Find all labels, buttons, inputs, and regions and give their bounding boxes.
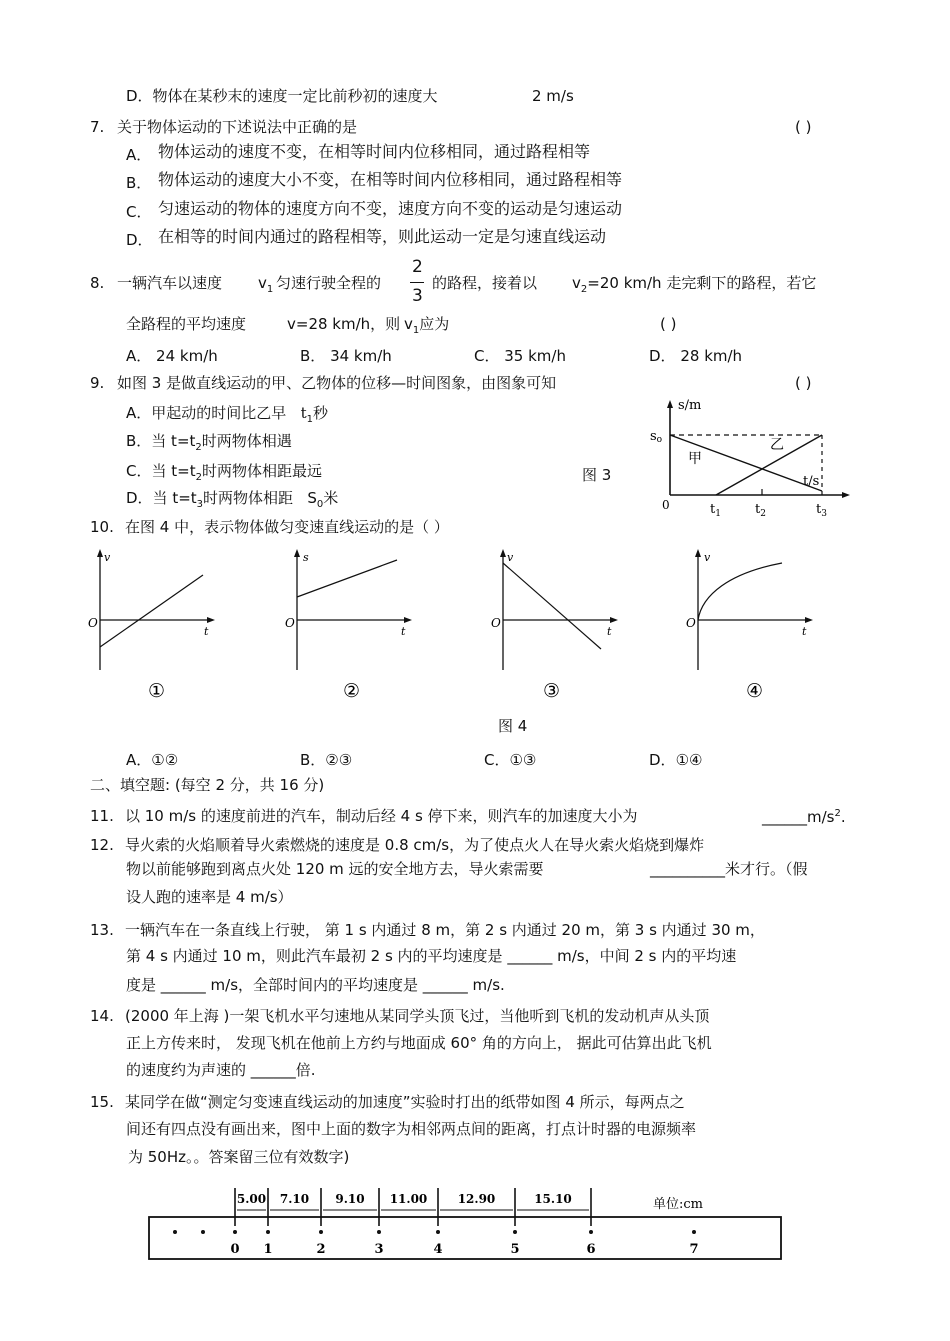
tape-point-4 [436, 1230, 440, 1234]
g3-line [503, 563, 601, 649]
q15-line-3: 为 50Hz。。答案留三位有效数字) [128, 1148, 350, 1166]
q9-option-a: A．甲起动的时间比乙早 $t_1$秒 [126, 404, 328, 425]
tape-points [230, 1230, 698, 1257]
tape-point-label-0: 0 [230, 1242, 240, 1257]
q6-option-d: D．物体在某秒末的速度一定比前秒初的速度大 [126, 87, 438, 105]
paper-tape [149, 1217, 781, 1259]
q7-answer-bracket: ( ) [795, 118, 812, 136]
q8-option-d: D． 28 km/h [649, 347, 743, 365]
q9-answer-bracket: ( ) [795, 374, 812, 392]
g3-label: ③ [543, 680, 561, 702]
q8-fraction-bar [410, 282, 424, 283]
q7-option-a: 物体运动的速度不变，在相等时间内位移相同，通过路程相等 [158, 142, 591, 161]
q8-answer-bracket: ( ) [660, 315, 677, 333]
fig3-origin: 0 [662, 498, 670, 512]
q8-v1: $v_1$ [258, 274, 274, 295]
tape-point-label-4: 4 [433, 1242, 443, 1257]
g2-y-label: s [303, 551, 309, 564]
tape-distance-label-4: 12.90 [457, 1192, 496, 1206]
g4-origin: O [686, 616, 696, 630]
tape-dot-extra-2 [201, 1230, 205, 1234]
q10-option-d: D．①④ [649, 751, 703, 769]
tape-point-7 [692, 1230, 696, 1234]
g3-origin: O [491, 616, 501, 630]
fig3-tick-t3: $t_3$ [816, 502, 827, 519]
tape-distance-label-0: 5.00 [236, 1192, 267, 1206]
q11-blank: $\_\_\_\_\_\_m/s^2$. [762, 808, 846, 826]
q14-line-2: 正上方传来时， 发现飞机在他前上方约与地面成 60° 角的方向上， 据此可估算出此飞机 [126, 1034, 712, 1052]
g1-y-arrow [97, 549, 103, 557]
q8-average-speed: v=28 km/h，则 [287, 315, 401, 333]
g1-y-label: v [104, 551, 111, 564]
q9-number: 9. [90, 374, 105, 392]
tape-point-label-5: 5 [510, 1242, 520, 1257]
q7-option-c: 匀速运动的物体的速度方向不变，速度方向不变的运动是匀速运动 [158, 199, 623, 218]
fig3-x-label: t/s [803, 474, 820, 489]
figure-4-graph-2 [283, 545, 423, 705]
q7-option-b-letter: B． [126, 174, 152, 192]
tape-point-label-1: 1 [263, 1242, 273, 1257]
q7-option-d-letter: D． [126, 231, 153, 249]
q13-line-1: 一辆汽车在一条直线上行驶， 第 1 s 内通过 8 m，第 2 s 内通过 20 m，第 3 s 内通过 30 m， [125, 921, 765, 939]
tape-distance-label-5: 15.10 [534, 1192, 572, 1206]
g2-line [297, 560, 397, 597]
figure-3-caption: 图 3 [582, 466, 612, 484]
figure-4-graph-3 [489, 545, 629, 705]
q13-number: 13. [90, 921, 114, 939]
fig3-yi-label: 乙 [770, 437, 784, 453]
fig3-tick-t1: $t_1$ [710, 502, 721, 519]
q12-line-3: 设人跑的速率是 4 m/s） [126, 888, 293, 906]
q10-option-c: C．①③ [484, 751, 537, 769]
tape-distance-label-1: 7.10 [279, 1192, 310, 1206]
fig3-jia-label: 甲 [688, 451, 702, 467]
q7-option-c-letter: C． [126, 203, 152, 221]
q7-option-a-letter: A． [126, 146, 152, 164]
tape-point-label-7: 7 [689, 1242, 699, 1257]
q14-number: 14. [90, 1007, 114, 1025]
fig3-y-arrow [667, 400, 673, 408]
q11-text: 以 10 m/s 的速度前进的汽车，制动后经 4 s 停下来，则汽车的加速度大小为 [125, 807, 638, 825]
fig3-y-label: s/m [678, 398, 702, 413]
fig3-tick-t2: $t_2$ [755, 502, 766, 519]
tape-point-label-3: 3 [374, 1242, 384, 1257]
q10-option-b: B．②③ [300, 751, 353, 769]
section-2-title: 二、填空题: (每空 2 分，共 16 分) [90, 776, 325, 794]
tape-point-5 [513, 1230, 517, 1234]
q13-line-2: 第 4 s 内通过 10 m，则此汽车最初 2 s 内的平均速度是 ______ m/s，中间 2 s 内的平均速 [126, 947, 737, 965]
q8-option-c: C． 35 km/h [474, 347, 566, 365]
q8-text-1: 一辆汽车以速度 [117, 274, 223, 292]
g1-origin: O [88, 616, 98, 630]
q10-option-a: A．①② [126, 751, 179, 769]
tape-point-label-6: 6 [586, 1242, 596, 1257]
q8-text-3: 的路程，接着以 [432, 274, 538, 292]
figure-4-graph-4 [684, 545, 824, 705]
g4-y-arrow [695, 549, 701, 557]
q8-text-2: 匀速行驶全程的 [276, 274, 382, 292]
g4-x-arrow [805, 617, 813, 623]
q12-blank: __________米才行。（假 [650, 860, 808, 878]
g3-y-arrow [500, 549, 506, 557]
q15-line-2: 间还有四点没有画出来，图中上面的数字为相邻两点间的距离，打点计时器的电源频率 [126, 1120, 697, 1138]
tape-point-3 [377, 1230, 381, 1234]
q8-number: 8. [90, 274, 105, 292]
g1-line [100, 575, 203, 647]
fig3-s0-label: so [650, 429, 663, 445]
q10-stem: 在图 4 中，表示物体做匀变速直线运动的是（ ） [125, 518, 449, 536]
paper-tape-figure [148, 1180, 788, 1270]
tape-unit-label: 单位:cm [653, 1197, 703, 1212]
fig3-x-arrow [842, 492, 850, 498]
g2-label: ② [343, 680, 361, 702]
figure-3-graph [640, 395, 860, 525]
g1-label: ① [148, 680, 166, 702]
q9-option-b: B．当 $t=t_2$时两物体相遇 [126, 432, 292, 453]
g3-y-label: v [507, 551, 514, 564]
g4-x-label: t [802, 625, 807, 638]
q8-line2-text: 全路程的平均速度 [126, 315, 247, 333]
figure-4-graph-1 [86, 545, 226, 705]
g3-x-arrow [610, 617, 618, 623]
q14-line-3: 的速度约为声速的 ______倍. [126, 1061, 316, 1079]
g2-x-arrow [404, 617, 412, 623]
tape-point-6 [589, 1230, 593, 1234]
g3-x-label: t [607, 625, 612, 638]
q12-line-2: 物以前能够跑到离点火处 120 m 远的安全地方去，导火索需要 [126, 860, 544, 878]
q15-number: 15. [90, 1093, 114, 1111]
g2-y-arrow [294, 549, 300, 557]
tape-point-label-2: 2 [316, 1242, 326, 1257]
tape-dot-extra-1 [173, 1230, 177, 1234]
q8-fraction-denominator: 3 [412, 286, 423, 306]
tape-distance-labels [237, 1192, 589, 1210]
q8-v2: $v_2=20$ km/h 走完剩下的路程，若它 [572, 274, 817, 295]
g1-x-label: t [204, 625, 209, 638]
g2-x-label: t [401, 625, 406, 638]
q9-option-c: C．当 $t=t_2$时两物体相距最远 [126, 462, 322, 483]
q7-option-d: 在相等的时间内通过的路程相等，则此运动一定是匀速直线运动 [158, 227, 607, 246]
tape-point-0 [233, 1230, 237, 1234]
q12-line-1: 导火索的火焰顺着导火索燃烧的速度是 0.8 cm/s，为了使点火人在导火索火焰烧到爆炸 [125, 836, 705, 854]
g2-origin: O [285, 616, 295, 630]
tape-point-2 [319, 1230, 323, 1234]
tape-point-1 [266, 1230, 270, 1234]
g1-x-arrow [207, 617, 215, 623]
q8-fraction-numerator: 2 [412, 257, 423, 277]
q9-option-d: D．当 $t=t_3$时两物体相距 $S_0$米 [126, 489, 339, 510]
tape-distance-label-2: 9.10 [335, 1192, 365, 1206]
q15-line-1: 某同学在做“测定匀变速直线运动的加速度”实验时打出的纸带如图 4 所示，每两点之 [125, 1093, 685, 1111]
q9-stem: 如图 3 是做直线运动的甲、乙物体的位移—时间图象，由图象可知 [117, 374, 557, 392]
g4-y-label: v [704, 551, 711, 564]
q12-number: 12. [90, 836, 114, 854]
g4-curve [698, 563, 782, 620]
q8-v1-ask: $v_1$应为 [404, 315, 450, 336]
q10-number: 10. [90, 518, 114, 536]
q8-option-b: B． 34 km/h [300, 347, 392, 365]
q7-number: 7. [90, 118, 105, 136]
figure-4-caption: 图 4 [498, 717, 528, 735]
q7-option-b: 物体运动的速度大小不变，在相等时间内位移相同，通过路程相等 [158, 170, 623, 189]
q14-line-1: (2000 年上海 )一架飞机水平匀速地从某同学头顶飞过，当他听到飞机的发动机声从头顶 [125, 1007, 710, 1025]
q13-line-3: 度是 ______ m/s，全部时间内的平均速度是 ______ m/s. [126, 976, 505, 994]
q11-number: 11. [90, 807, 114, 825]
q6-option-d-value: 2 m/s [532, 87, 574, 105]
g4-label: ④ [746, 680, 764, 702]
tape-distance-label-3: 11.00 [389, 1192, 428, 1206]
q7-stem: 关于物体运动的下述说法中正确的是 [117, 118, 358, 136]
q8-option-a: A． 24 km/h [126, 347, 218, 365]
